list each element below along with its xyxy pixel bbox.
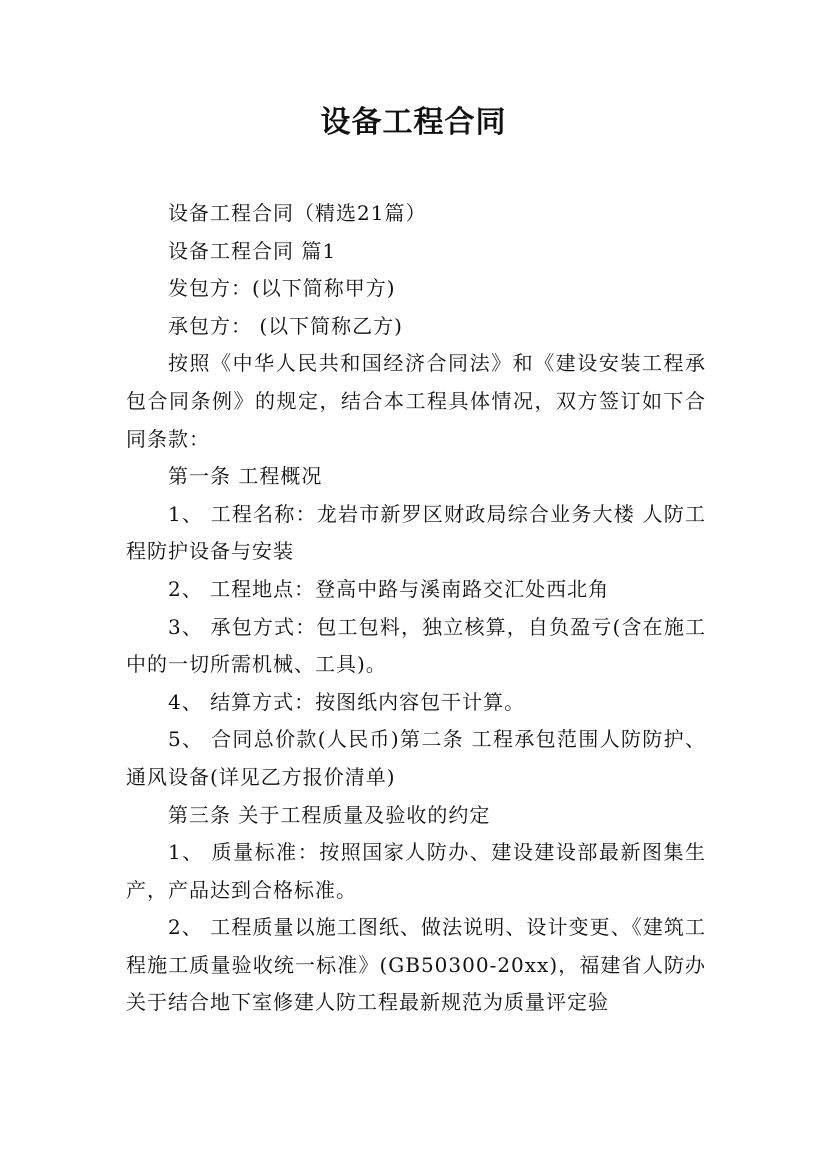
paragraph: 承包方： (以下简称乙方) bbox=[168, 313, 403, 338]
paragraph: 1、 质量标准：按照国家人防办、建设建设部最新图集生产，产品达到合格标准。 bbox=[126, 840, 706, 902]
paragraph: 第一条 工程概况 bbox=[168, 464, 323, 489]
paragraph: 设备工程合同（精选21篇） bbox=[168, 201, 427, 225]
paragraph: 2、 工程地点：登高中路与溪南路交汇处西北角 bbox=[168, 576, 610, 601]
paragraph: 5、 合同总价款(人民币)第二条 工程承包范围人防防护、通风设备(详见乙方报价清单) bbox=[126, 727, 706, 789]
paragraph: 第三条 关于工程质量及验收的约定 bbox=[168, 802, 491, 827]
paragraph: 发包方：(以下简称甲方) bbox=[168, 276, 396, 301]
paragraph: 2、 工程质量以施工图纸、做法说明、设计变更、《建筑工程施工质量验收统一标准》(GB50300-20xx)，福建省人防办关于结合地下室修建人防工程最新规范为质量评定验 bbox=[126, 915, 706, 1015]
paragraph: 4、 结算方式：按图纸内容包干计算。 bbox=[168, 689, 526, 714]
document-title: 设备工程合同 bbox=[320, 105, 507, 140]
paragraph: 3、 承包方式：包工包料，独立核算，自负盈亏(含在施工中的一切所需机械、工具)。 bbox=[126, 614, 706, 677]
paragraph: 设备工程合同 篇1 bbox=[168, 238, 337, 263]
paragraph: 1、 工程名称：龙岩市新罗区财政局综合业务大楼 人防工程防护设备与安装 bbox=[126, 501, 706, 564]
document-body bbox=[126, 195, 706, 1022]
paragraph: 按照《中华人民共和国经济合同法》和《建设安装工程承包合同条例》的规定，结合本工程具体情况，双方签订如下合同条款： bbox=[126, 351, 706, 451]
